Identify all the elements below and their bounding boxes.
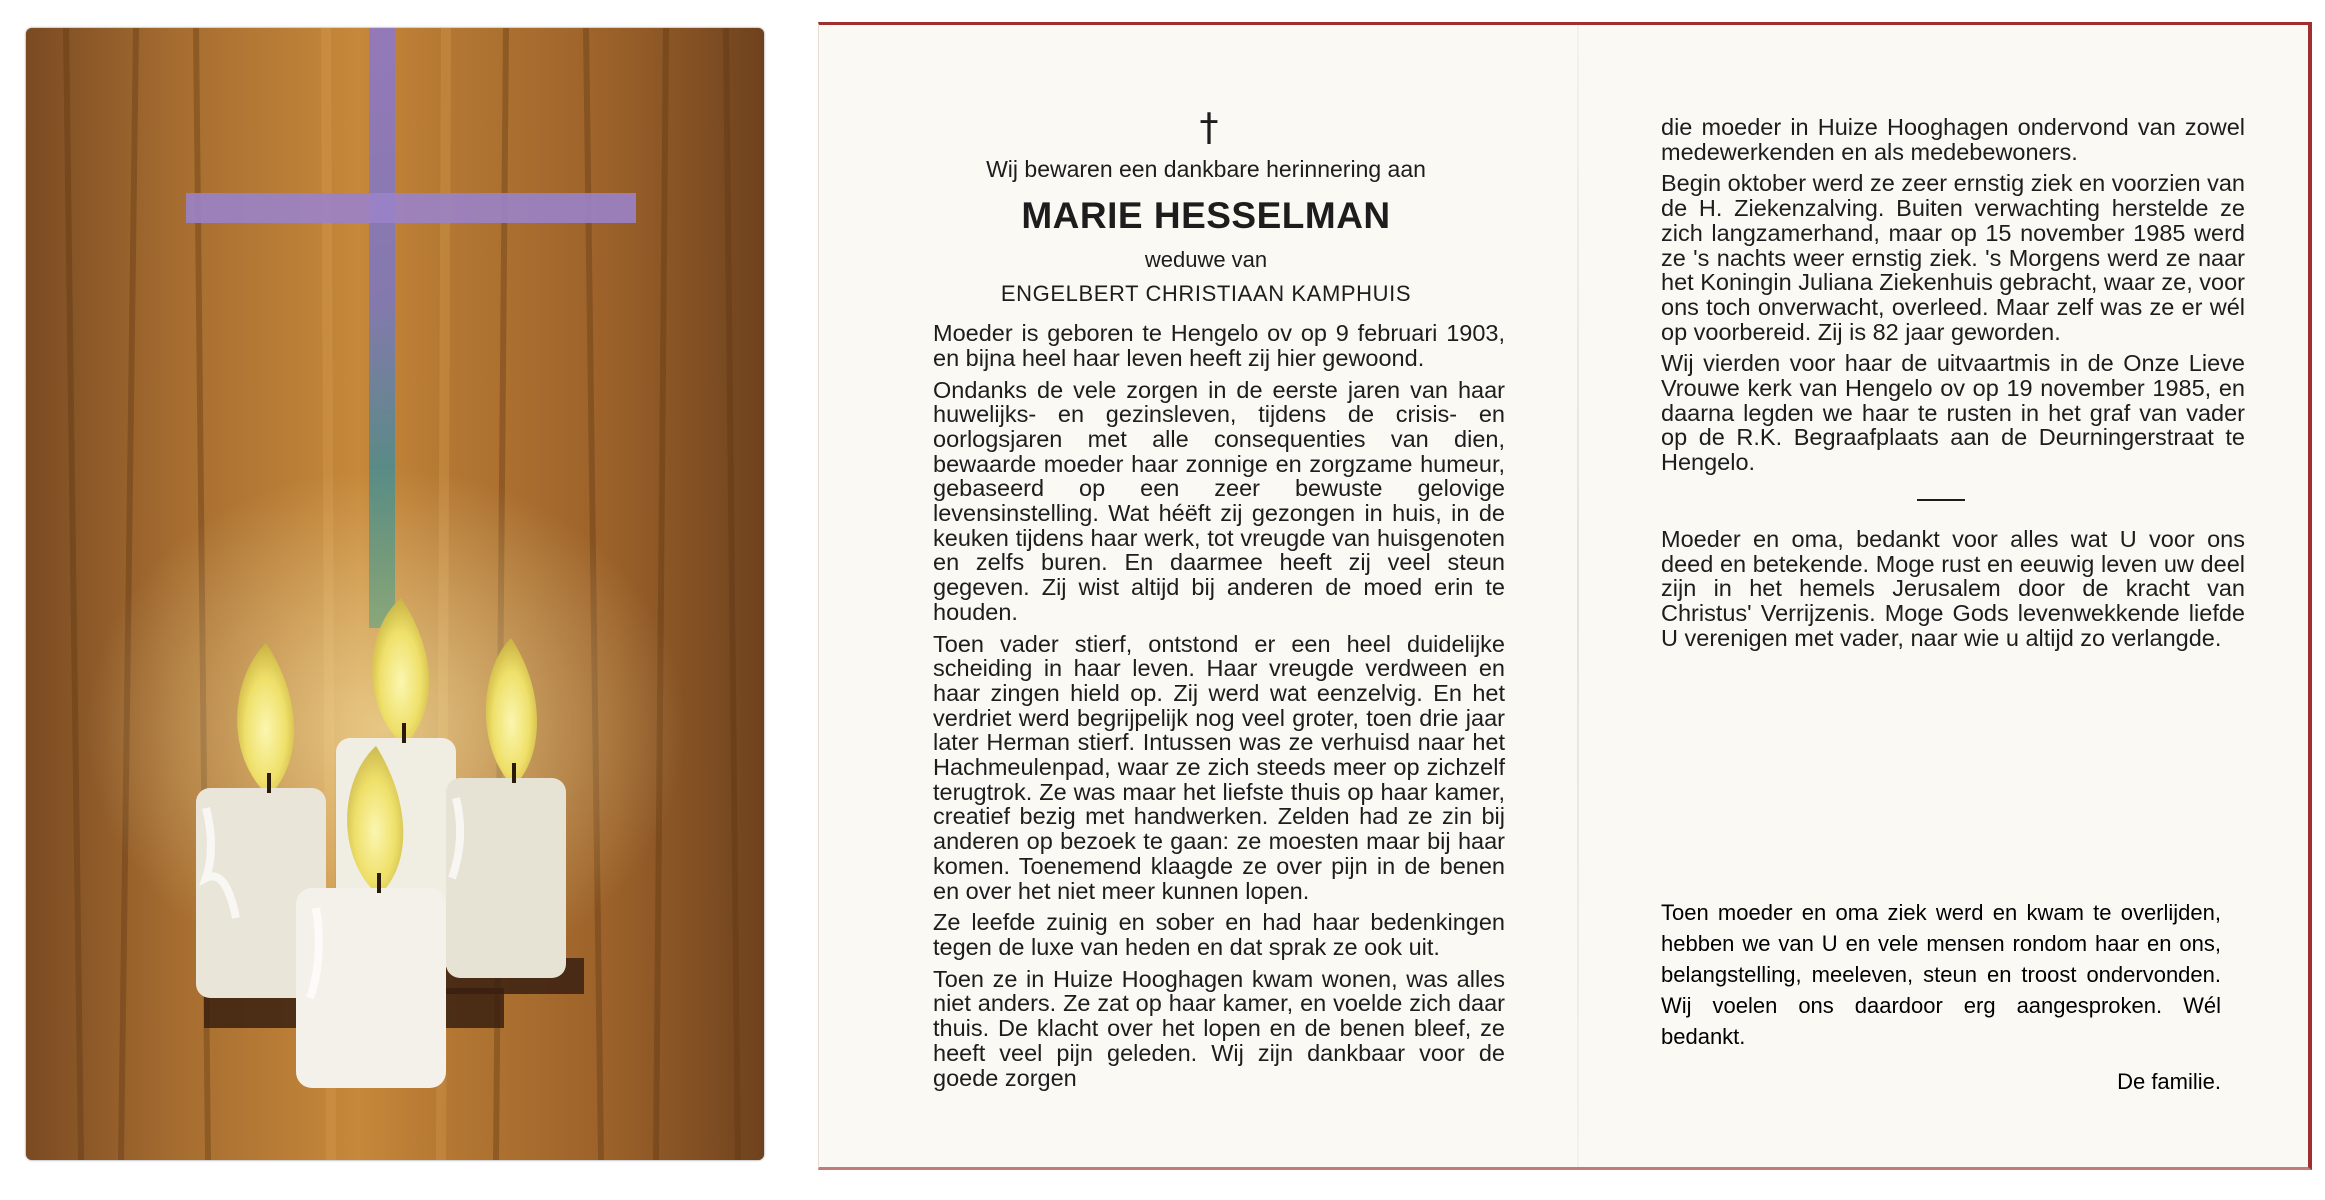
left-page — [933, 107, 1505, 1097]
right-page — [1661, 115, 2245, 657]
widow-of-line: weduwe van — [1144, 246, 1268, 272]
cross-icon: † — [1199, 105, 1219, 149]
biography-paragraph: Ze leefde zuinig en sober en had haar bedenkingen tegen de luxe van heden en dat sprak ze ook uit. — [933, 909, 1505, 960]
biography-paragraph: Ondanks de vele zorgen in de eerste jaren van haar huwelijks- en gezinsleven, tijdens de crisis- en oorlogsjaren met alle consequenties van dien, bewaarde moeder haar zonnige en zorgzame humeur, gebaseerd op een zeer bewuste gelovige levensinstelling. Wat héëft zij gezongen in huis, in de keuken tijdens haar werk, tot vreugde van huisgenoten en zelfs buren. En daarmee heeft zij veel steun gegeven. Zij wist altijd bij anderen de moed erin te houden. — [933, 376, 1505, 625]
cross-with-candles-painting — [26, 28, 764, 1160]
signature: De familie. — [2117, 1069, 2221, 1094]
deceased-name: MARIE HESSELMAN — [1021, 194, 1391, 236]
husband-name: ENGELBERT CHRISTIAAN KAMPHUIS — [1000, 281, 1412, 307]
memorial-text-card — [818, 22, 2312, 1170]
intro-line: Wij bewaren een dankbare herinnering aan — [986, 156, 1426, 182]
biography-paragraph: Begin oktober werd ze zeer ernstig ziek en voorzien van de H. Ziekenzalving. Buiten verwachting herstelde ze zich langzamerhand, maar op 15 november 1985 werd ze 's nachts weer ernstig ziek. 's Morgens werd ze naar het Koningin Juliana Ziekenhuis gebracht, waar ze, voor ons toch onverwacht, overleed. Maar zelf was ze er wél op voorbereid. Zij is 82 jaar geworden. — [1661, 170, 2245, 345]
biography-paragraph: Toen vader stierf, ontstond er een heel duidelijke scheiding in haar leven. Haar vreugde verdween en haar zingen hield op. Zij werd wat eenzelvig. En het verdriet werd begrijpelijk nog veel groter, toen drie jaar later Herman stierf. Intussen was ze verhuisd naar het Hachmeulenpad, waar ze zich steeds meer op zichzelf terugtrok. Ze was maar het liefste thuis op haar kamer, creatief bezig met handwerken. Zelden had ze zin bij anderen op bezoek te gaan: ze moesten maar bij haar komen. Toenemend klaagde ze over pijn in de benen en over het niet meer kunnen lopen. — [933, 630, 1505, 904]
biography-paragraph: Toen ze in Huize Hooghagen kwam wonen, was alles niet anders. Ze zat op haar kamer, en voelde zich daar thuis. De klacht over het lopen en de benen bleef, ze heeft veel pijn geleden. Wij zijn dankbaar voor de goede zorgen — [933, 965, 1505, 1091]
biography-paragraph: Wij vierden voor haar de uitvaartmis in de Onze Lieve Vrouwe kerk van Hengelo ov op 19 november 1985, en daarna legden we haar te rusten in het graf van vader op de R.K. Begraafplaats aan de Deurningerstraat te Hengelo. — [1661, 350, 2245, 476]
biography-paragraph: Moeder is geboren te Hengelo ov op 9 februari 1903, en bijna heel haar leven heeft zij hier gewoond. — [933, 320, 1505, 371]
painting-card — [26, 28, 764, 1160]
fold-line — [1577, 25, 1579, 1167]
divider — [1917, 499, 1965, 501]
biography-paragraph: die moeder in Huize Hooghagen ondervond van zowel medewerkenden en als medebewoners. — [1661, 114, 2245, 165]
farewell-paragraph: Moeder en oma, bedankt voor alles wat U voor ons deed en betekende. Moge rust en eeuwig leven uw deel zijn in het hemels Jerusalem door de kracht van Christus' Verrijzenis. Moge Gods levenwekkende liefde U verenigen met vader, naar wie u altijd zo verlangde. — [1661, 525, 2245, 651]
thanks-paragraph: Toen moeder en oma ziek werd en kwam te overlijden, hebben we van U en vele mensen rondom haar en ons, belangstelling, meeleven, steun en troost ondervonden. Wij voelen ons daardoor erg aangesproken. Wél bedankt. — [1661, 900, 2221, 1049]
